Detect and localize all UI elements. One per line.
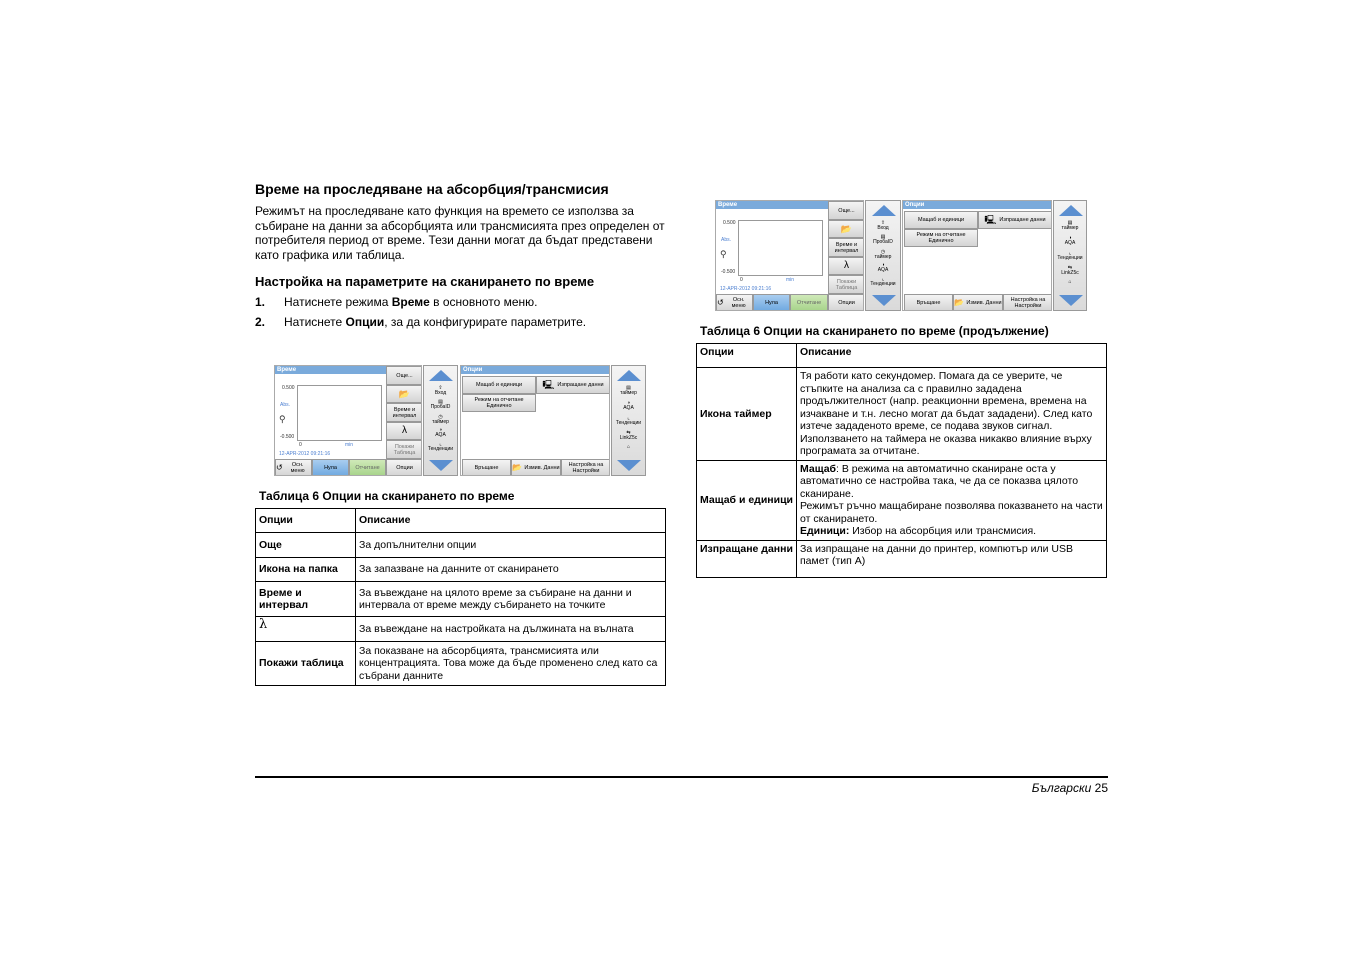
send-data-button[interactable]: 🖳 Изпращане данни — [536, 376, 610, 394]
table-row: Мащаб и единици Мащаб: В режима на автоматично сканиране оста у автоматично се настройва така, че да се показва цялото сканиране. Режимът ръчно мащабиране позволява показването на части от сканирането. Единици: Избор на абсорбция или трансмисия. — [697, 460, 1107, 540]
aqa-icon[interactable]: ◑ AQA — [623, 400, 634, 411]
timer-icon[interactable]: ▤ таймер — [620, 385, 637, 396]
login-icon[interactable]: ⇧ Вход — [434, 385, 447, 396]
x-zero-label: 0 — [299, 442, 302, 448]
delete-data-button[interactable]: 📂 Измив. Данни — [511, 459, 561, 476]
x-zero-label: 0 — [740, 277, 743, 283]
folder-icon: 📂 — [954, 298, 965, 307]
subsection-heading: Настройка на параметрите на сканирането по време — [255, 274, 595, 289]
home-button[interactable]: ↺ Осн. меню — [716, 294, 753, 311]
x-unit-label: min — [786, 277, 795, 283]
step-2: 2. Натиснете Опции, за да конфигурирате параметрите. — [255, 315, 587, 329]
zoom-icon[interactable]: ⚲ — [720, 249, 727, 259]
folder-icon[interactable]: 📂 — [386, 385, 422, 403]
scroll-up-icon[interactable] — [617, 370, 641, 381]
options-table — [255, 508, 666, 686]
page-footer: Български 25 — [1031, 781, 1108, 795]
zoom-icon[interactable]: ⚲ — [279, 414, 286, 424]
scale-units-button[interactable]: Мащаб и единици — [462, 376, 536, 394]
timer-icon[interactable]: ◷ таймер — [432, 414, 449, 425]
y-max-label: 0.500 — [723, 220, 736, 226]
time-interval-button[interactable]: Време и интервал — [828, 238, 864, 257]
timer-icon[interactable]: ▤ таймер — [1061, 220, 1079, 231]
sample-id-icon[interactable]: ▤ ПробаID — [430, 399, 451, 410]
side-scroll-left-2 — [611, 365, 646, 476]
plot-area — [297, 385, 382, 441]
screen-title: Време — [275, 366, 421, 374]
header-options: Опции — [256, 509, 356, 533]
read-mode-button[interactable]: Режим на отчитане Единично — [462, 394, 536, 412]
scroll-down-icon[interactable] — [617, 460, 641, 471]
time-screen-left — [274, 365, 422, 476]
y-min-label: -0.500 — [721, 269, 736, 275]
table-row: Изпращане данни За изпращане на данни до принтер, компютър или USB памет (тип А) — [697, 540, 1107, 577]
date-label: 12-APR-2012 09:21:16 — [720, 286, 772, 292]
plot-area — [738, 220, 823, 276]
show-table-button[interactable]: Покажи Таблица — [828, 275, 864, 294]
settings-button[interactable]: Настройка на Настройки — [561, 459, 610, 476]
options-table-continued — [696, 343, 1107, 578]
zero-button[interactable]: Нула — [312, 459, 349, 476]
folder-icon: 📂 — [512, 463, 523, 472]
time-interval-button[interactable]: Време и интервал — [386, 403, 422, 422]
aqa-icon[interactable]: ◑ AQA — [1064, 235, 1076, 246]
folder-icon[interactable]: 📂 — [828, 220, 864, 238]
footer-rule — [255, 776, 1108, 778]
side-scroll-right-2 — [1053, 200, 1087, 311]
header-options: Опции — [697, 344, 797, 368]
trends-icon[interactable]: ⌞ Тенденции — [615, 415, 642, 426]
back-button[interactable]: Връщане — [462, 459, 511, 476]
scroll-down-icon[interactable] — [872, 295, 896, 306]
read-mode-button[interactable]: Режим на отчитане Единично — [904, 229, 978, 247]
computer-icon: 🖳 — [542, 380, 555, 390]
table1-caption: Таблица 6 Опции на сканирането по време — [259, 489, 515, 503]
y-axis-label: Abs. — [721, 237, 732, 243]
more-button[interactable]: Още... — [386, 366, 422, 385]
login-icon[interactable]: ⇧ Вход — [877, 220, 889, 231]
aqa-icon[interactable]: ◑ AQA — [435, 427, 446, 438]
y-axis-label: Abs. — [280, 402, 291, 408]
table-row: Покажи таблица За показване на абсорбцията, трансмисията или концентрацията. Това може да бъде променено след като са събрани данните — [256, 642, 666, 686]
back-arrow-icon: ↺ — [276, 463, 283, 472]
read-button[interactable]: Отчитане — [790, 294, 828, 311]
trends-icon[interactable]: ⌞ Тенденции — [1057, 250, 1083, 261]
computer-icon: 🖳 — [984, 215, 997, 225]
more-button[interactable]: Още... — [828, 201, 864, 220]
header-description: Описание — [356, 509, 666, 533]
options-button[interactable]: Опции — [828, 294, 864, 311]
table-row: λ За въвеждане на настройката на дължината на вълната — [256, 617, 666, 642]
screen-title: Опции — [461, 366, 609, 374]
y-max-label: 0.500 — [282, 385, 295, 391]
settings-button[interactable]: Настройка на Настройки — [1003, 294, 1052, 311]
side-scroll-left-1 — [423, 365, 458, 476]
date-label: 12-APR-2012 09:21:16 — [279, 451, 331, 457]
time-screen-right — [715, 200, 864, 311]
network-icon[interactable]: ⌂ — [626, 444, 631, 450]
step-1: 1. Натиснете режима Време в основното меню. — [255, 295, 538, 309]
network-icon[interactable]: ⌂ — [1068, 279, 1072, 285]
intro-paragraph: Режимът на проследяване като функция на времето се използва за събиране на данни за абсорбцията или трансмисията през определен от потребителя период от време. Тези данни могат да бъдат представени като графика или таблица. — [255, 204, 665, 262]
scroll-up-icon[interactable] — [429, 370, 453, 381]
x-unit-label: min — [345, 442, 354, 448]
scale-units-button[interactable]: Мащаб и единици — [904, 211, 978, 229]
link-icon[interactable]: ⇆ LinkZ5c — [1061, 265, 1079, 276]
delete-data-button[interactable]: 📂 Измив. Данни — [953, 294, 1003, 311]
home-button[interactable]: ↺ Осн. меню — [275, 459, 312, 476]
timer-icon[interactable]: ◷ таймер — [874, 249, 892, 260]
show-table-button[interactable]: Покажи Таблица — [386, 440, 422, 459]
send-data-button[interactable]: 🖳 Изпращане данни — [978, 211, 1052, 229]
screen-title: Време — [716, 201, 863, 209]
options-screen-right — [902, 200, 1052, 311]
back-arrow-icon: ↺ — [717, 298, 724, 307]
table-row: Икона таймер Тя работи като секундомер. Помага да се уверите, че стъпките на анализа са с правилно зададена продължителност (напр. реакционни времена, времена на изчакване и т.н. лесно могат да бъдат зададени). След като изтече зададеното време, се подава звуков сигнал. Използването на таймера не оказва никакво влияние върху програмата за отчитане. — [697, 368, 1107, 461]
trends-icon[interactable]: ⌞ Тенденции — [427, 441, 454, 452]
scroll-up-icon[interactable] — [1059, 205, 1083, 216]
header-description: Описание — [797, 344, 1107, 368]
aqa-icon[interactable]: ◑ AQA — [877, 262, 889, 273]
scroll-up-icon[interactable] — [872, 205, 896, 216]
y-min-label: -0.500 — [280, 434, 295, 440]
lambda-button[interactable]: λ — [828, 257, 864, 275]
side-scroll-right-1 — [865, 200, 901, 311]
options-button[interactable]: Опции — [386, 459, 422, 476]
table-row: Икона на папка За запазване на данните от сканирането — [256, 558, 666, 582]
scroll-down-icon[interactable] — [1059, 295, 1083, 306]
section-heading: Време на проследяване на абсорбция/трансмисия — [255, 181, 609, 197]
options-screen-left — [460, 365, 610, 476]
sample-id-icon[interactable]: ▤ ПробаID — [873, 234, 893, 245]
link-icon[interactable]: ⇆ LinkZ5c — [619, 430, 638, 441]
zero-button[interactable]: Нула — [753, 294, 790, 311]
table-row: Време и интервал За въвеждане на цялото време за събиране на данни и интервала от време между събирането на точките — [256, 582, 666, 617]
back-button[interactable]: Връщане — [904, 294, 953, 311]
table-row: Още За допълнителни опции — [256, 533, 666, 558]
table2-caption: Таблица 6 Опции на сканирането по време (продължение) — [700, 324, 1049, 338]
trends-icon[interactable]: ⌞ Тенденции — [870, 276, 896, 287]
scroll-down-icon[interactable] — [429, 460, 453, 471]
screen-title: Опции — [903, 201, 1051, 209]
read-button[interactable]: Отчитане — [349, 459, 386, 476]
lambda-button[interactable]: λ — [386, 422, 422, 440]
